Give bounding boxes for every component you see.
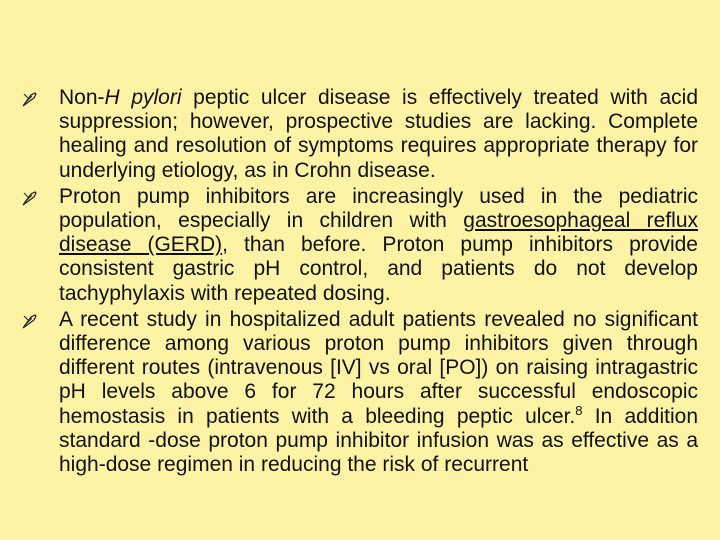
bullet-list: [22, 86, 698, 479]
pen-nib-bullet-icon: [22, 313, 38, 329]
bullet-item: [22, 308, 698, 477]
reference-superscript: 8: [575, 402, 583, 418]
bullet-text-italic: H pylori: [104, 86, 182, 109]
bullet-text-end: , than before. Proton pump inhibitors provide consistent gastric pH control, and patients do not develop tachyphylaxis with repeated dosing.: [59, 233, 698, 305]
pen-nib-bullet-icon: [22, 91, 38, 107]
pen-nib-bullet-icon: [22, 190, 38, 206]
bullet-item: [22, 185, 698, 306]
gerd-link[interactable]: gastroesophageal reflux disease (GERD): [59, 209, 698, 257]
bullet-text-start: A recent study in hospitalized adult patients revealed no significant difference among various proton pump inhibitors given through different routes (intravenous [IV] vs oral [PO]) on raising intragastric pH levels above 6 for 72 hours after successful endoscopic hemostasis in patients with a bleeding peptic ulcer.: [59, 307, 698, 428]
bullet-text-end: In addition standard -dose proton pump inhibitor infusion was as effective as a high-dose regimen in reducing the risk of recurrent: [59, 404, 699, 477]
bullet-text-start: Proton pump inhibitors are increasingly used in the pediatric population, especially in children with: [59, 184, 698, 233]
bullet-text-end: peptic ulcer disease is effectively treated with acid suppression; however, prospective studies are lacking. Complete healing and resolution of symptoms requires appropriate therapy for underlying etiology, as in Crohn disease.: [59, 86, 698, 182]
bullet-text-start: Non-: [59, 86, 105, 109]
bullet-item: [22, 86, 698, 183]
